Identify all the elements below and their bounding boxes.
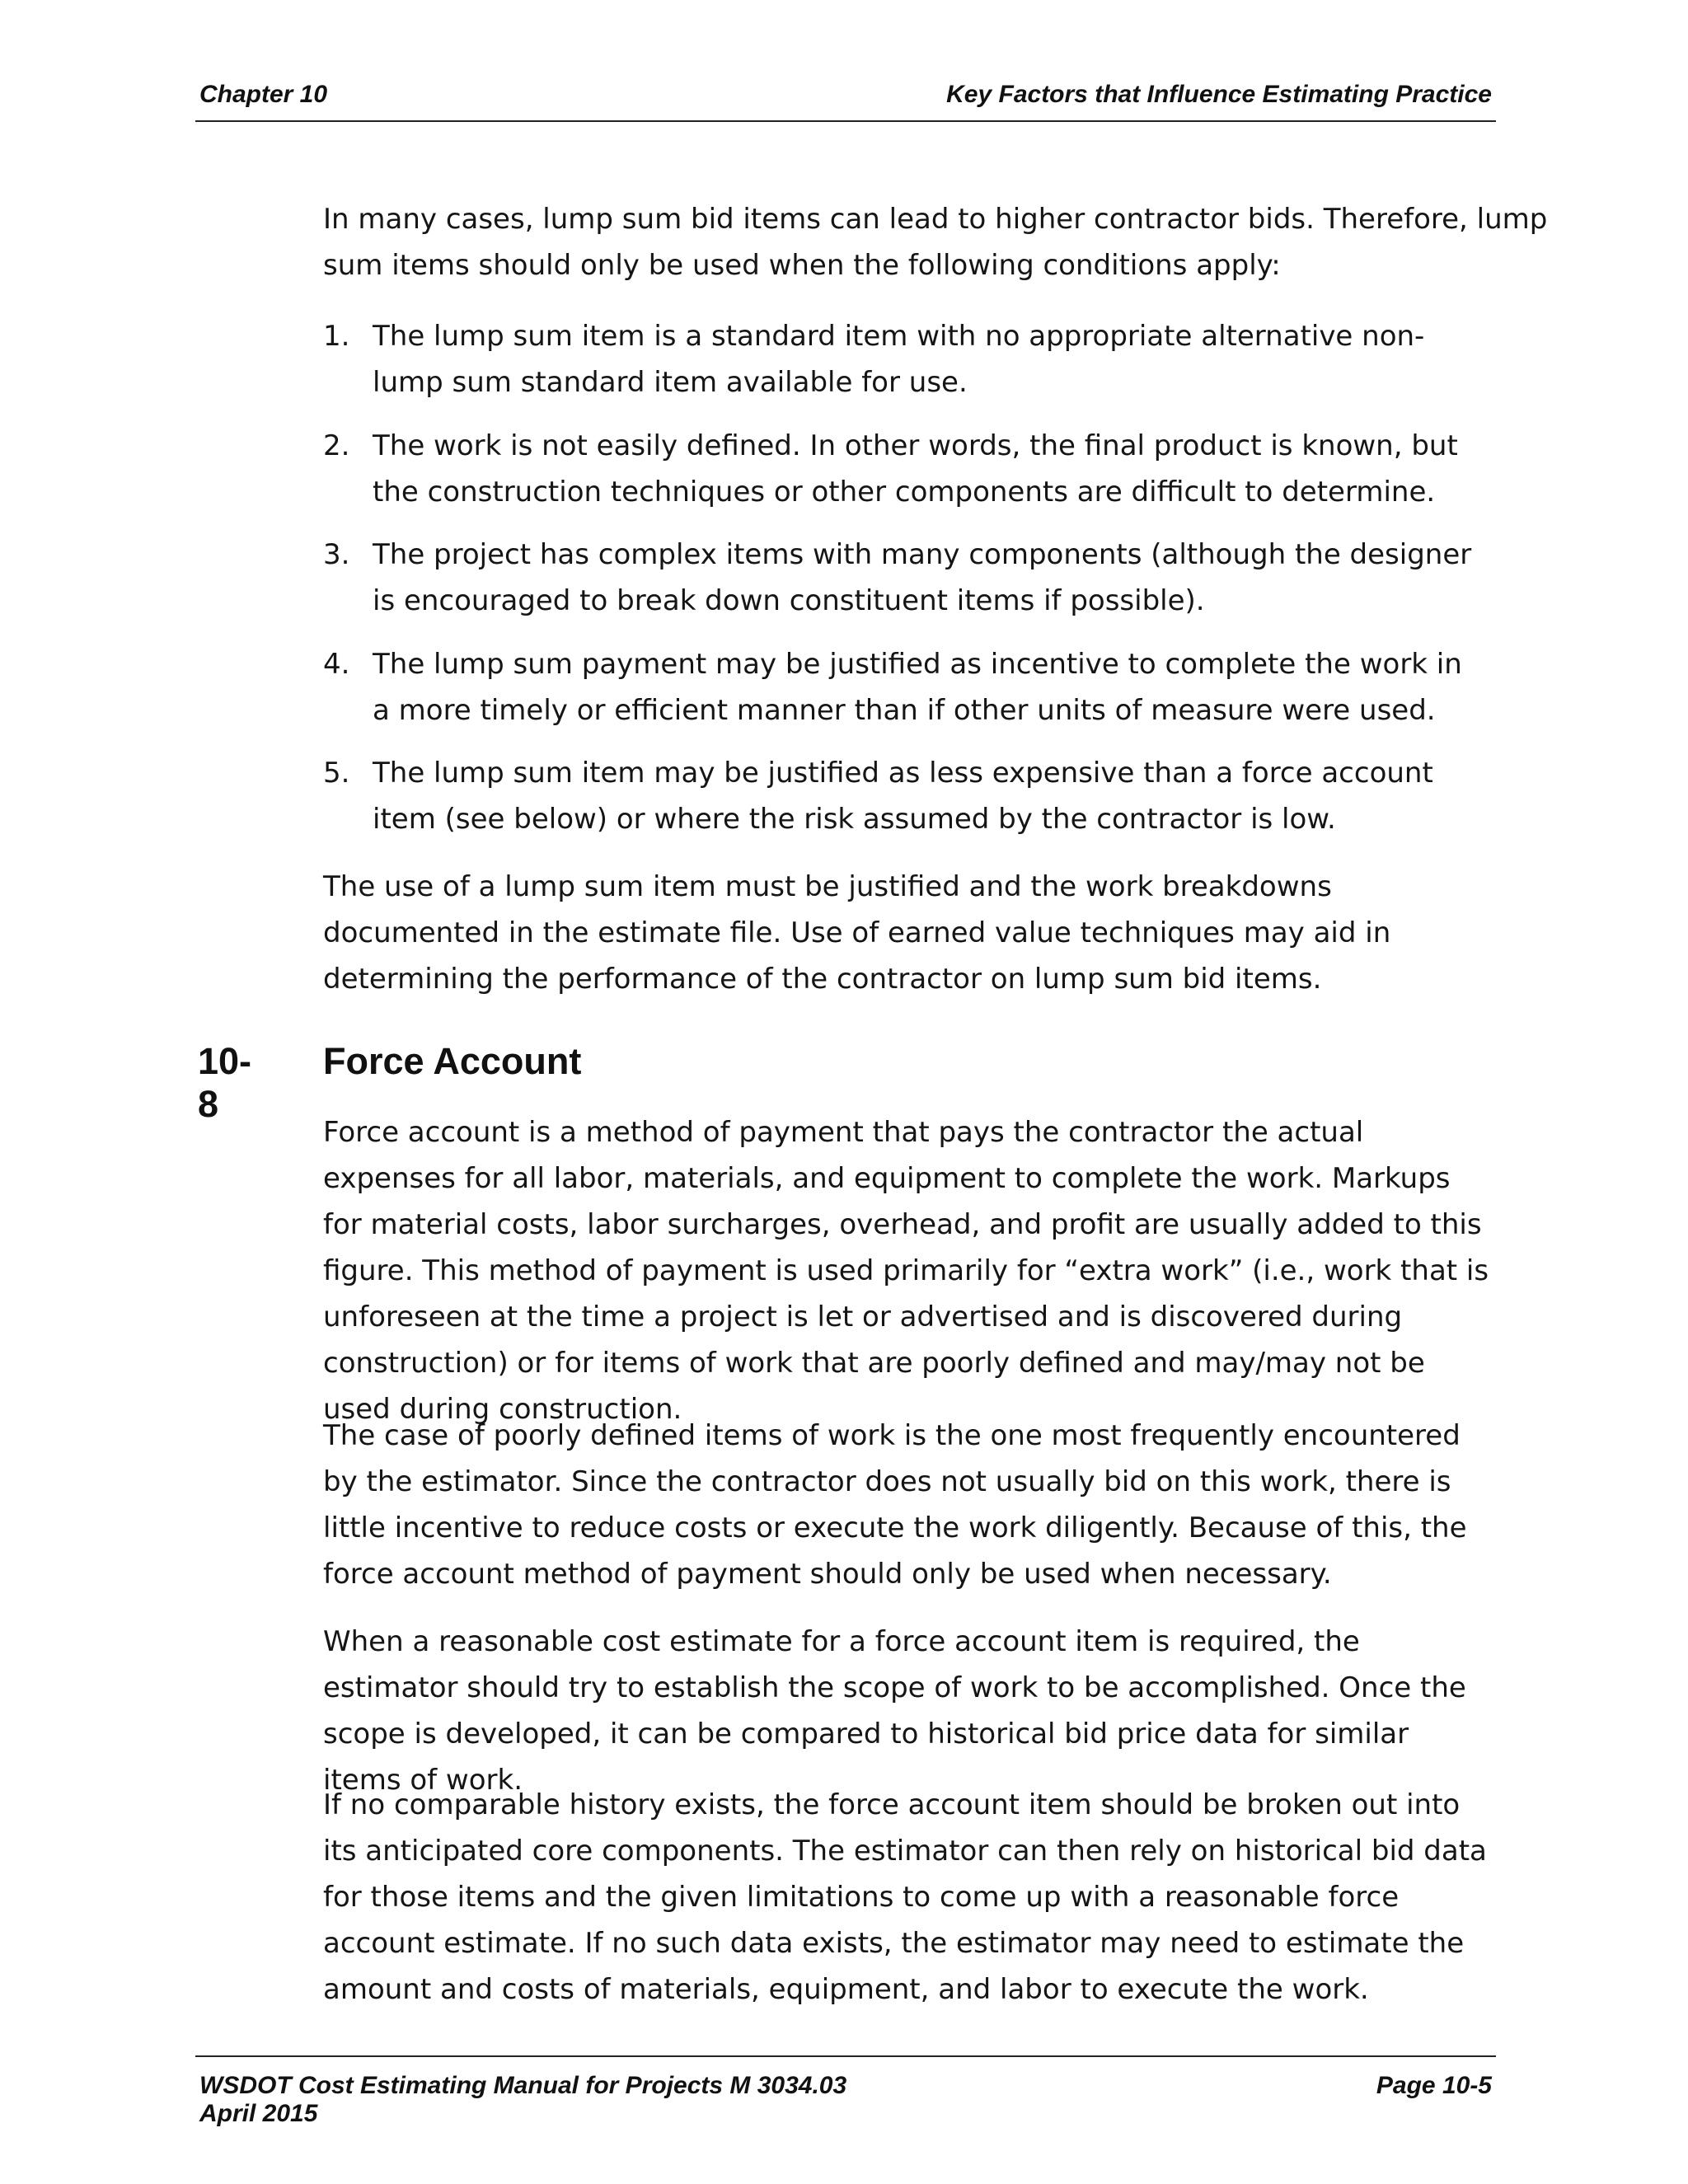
paragraph-text: The case of poorly defined items of work is the one most frequently encountered by the estimator. Since the contractor does not usually bid on this work, there is little incentive to reduce costs or execute the work diligently. Because of this, the force account method of payment should only be used when necessary. (323, 1419, 1467, 1591)
page-number: Page 10-5 (1376, 2072, 1492, 2099)
running-footer (195, 2055, 1496, 2131)
manual-title: WSDOT Cost Estimating Manual for Projects M 3034.03 (199, 2072, 847, 2099)
list-item-text: The work is not easily defined. In other words, the final product is known, but the construction techniques or other components are difficult to determine. (373, 429, 1458, 509)
list-item-number: 4. (323, 648, 350, 681)
list-item-text: The project has complex items with many components (although the designer is encouraged to break down constituent items if possible). (373, 538, 1472, 617)
justification-paragraph (323, 864, 1493, 1002)
section-title: Force Account (323, 1040, 582, 1082)
chapter-title: Key Factors that Influence Estimating Practice (946, 81, 1492, 108)
intro-line-2: sum items should only be used when the following conditions apply: (323, 249, 1281, 282)
paragraph-text: Force account is a method of payment that pays the contractor the actual expenses for all labor, materials, and equipment to complete the work. Markups for material costs, labor surcharges, overhead, and profit are usually added to this figure. This method of payment is used primarily for “extra work” (i.e., work that is unforeseen at the time a project is let or advertised and is discovered during construction) or for items of work that are poorly defined and may/may not be used during construction. (323, 1116, 1489, 1426)
chapter-label: Chapter 10 (199, 81, 328, 108)
intro-paragraph (323, 196, 1548, 288)
list-item-text: The lump sum item is a standard item with no appropriate alternative non-lump sum standard item available for use. (373, 320, 1425, 399)
list-item-text: The lump sum item may be justified as less expensive than a force account item (see below) or where the risk assumed by the contractor is low. (373, 757, 1433, 836)
section-number: 10-8 (198, 1040, 252, 1125)
justification-text: The use of a lump sum item must be justified and the work breakdowns documented in the estimate file. Use of earned value techniques may aid in determining the performance of the contractor on lump sum bid items. (323, 870, 1391, 996)
running-header (195, 79, 1496, 122)
section-paragraph (323, 1109, 1493, 1432)
list-item-number: 3. (323, 538, 350, 571)
paragraph-text: When a reasonable cost estimate for a force account item is required, the estimator should try to establish the scope of work to be accomplished. Once the scope is developed, it can be compared to historical bid price data for similar items of work. (323, 1625, 1466, 1797)
list-item-text: The lump sum payment may be justified as incentive to complete the work in a more timely or efficient manner than if other units of measure were used. (373, 648, 1462, 727)
publication-date: April 2015 (199, 2100, 318, 2127)
list-item-number: 2. (323, 429, 350, 462)
list-item-number: 5. (323, 757, 350, 790)
section-paragraph (323, 1413, 1493, 1597)
paragraph-text: If no comparable history exists, the force account item should be broken out into its anticipated core components. The estimator can then rely on historical bid data for those items and the given limitations to come up with a reasonable force account estimate. If no such data exists, the estimator may need to estimate the amount and costs of materials, equipment, and labor to execute the work. (323, 1788, 1487, 2006)
section-paragraph (323, 1782, 1493, 2013)
list-item-number: 1. (323, 320, 350, 353)
section-paragraph (323, 1619, 1493, 1803)
intro-line-1: In many cases, lump sum bid items can lead to higher contractor bids. Therefore, lump (323, 203, 1548, 236)
